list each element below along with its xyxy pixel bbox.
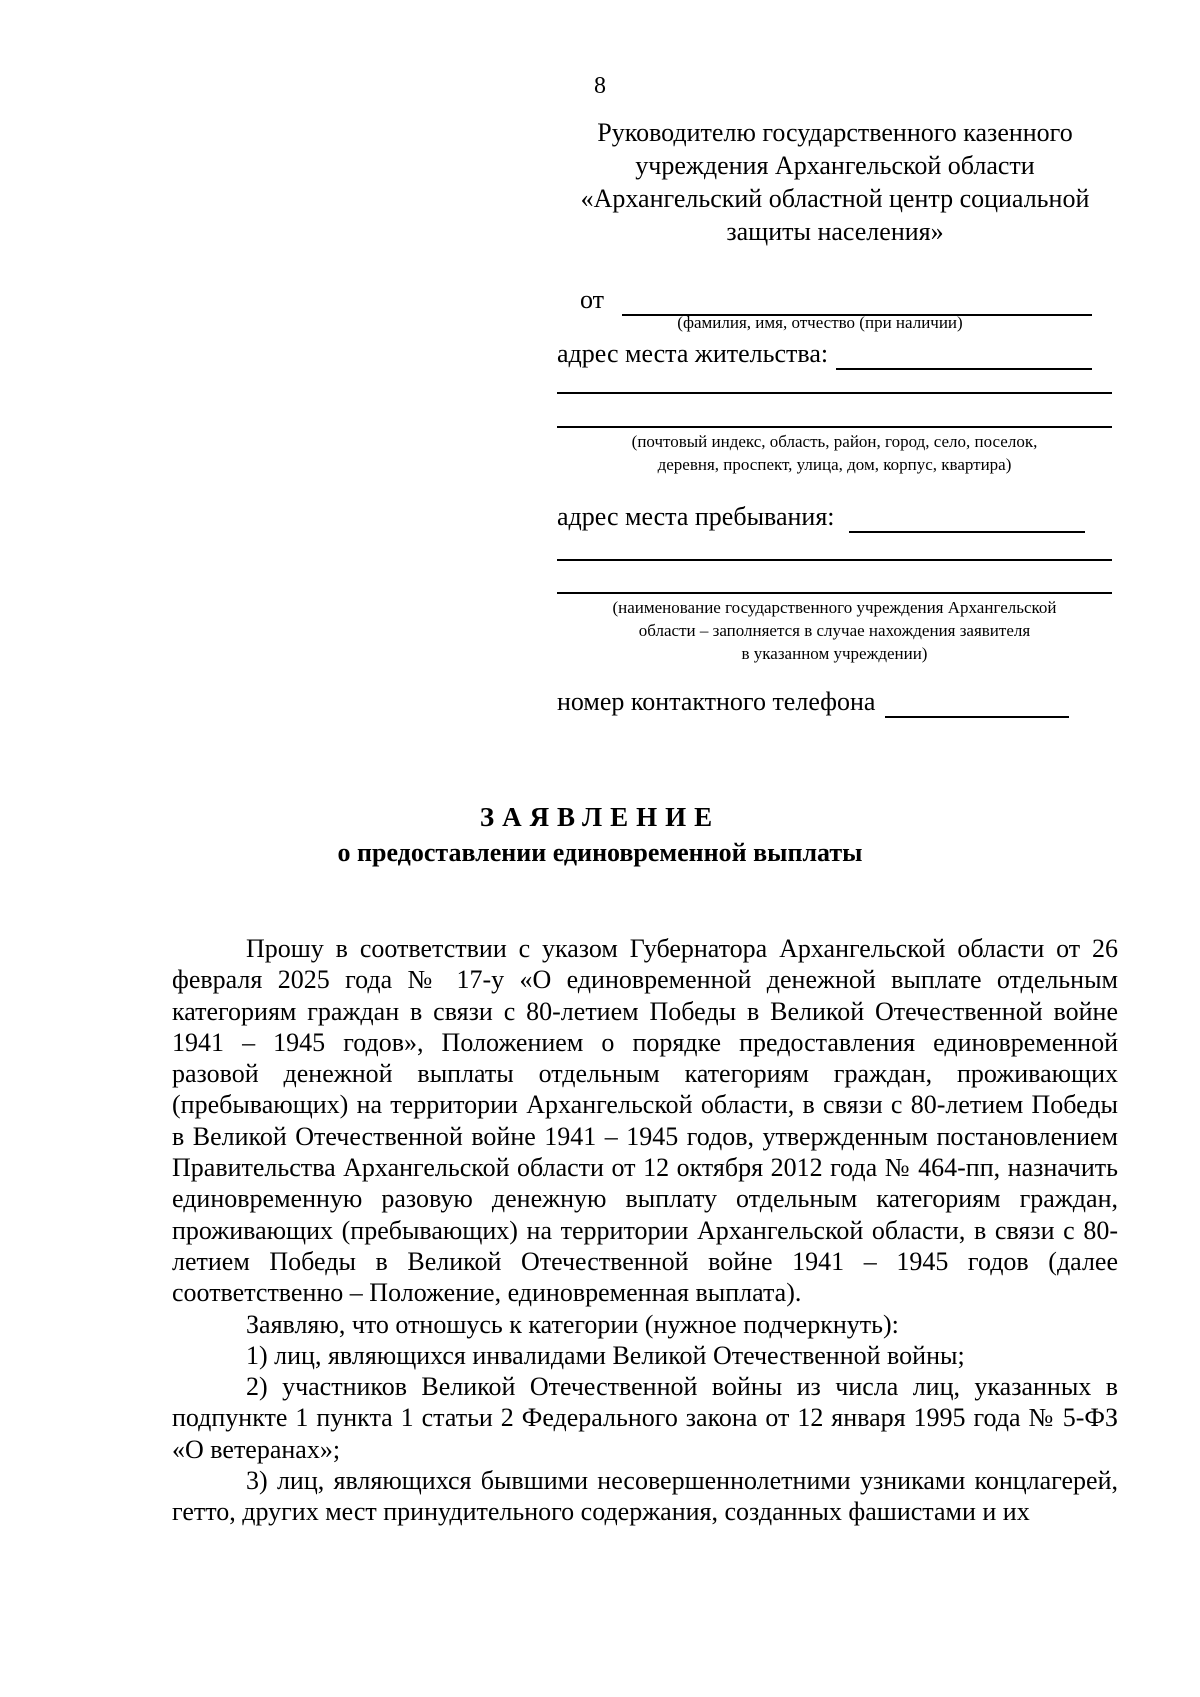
addressee-line: Руководителю государственного казенного	[597, 118, 1073, 147]
phone-label: номер контактного телефона	[557, 687, 876, 716]
addressee-line: «Архангельский областной центр социальной	[580, 184, 1090, 213]
stay-line-2[interactable]	[557, 559, 1112, 561]
residence-hint-line: деревня, проспект, улица, дом, корпус, квартира)	[657, 455, 1012, 474]
stay-hint-line: в указанном учреждении)	[741, 644, 928, 663]
residence-line-3[interactable]	[557, 426, 1112, 428]
phone-field	[557, 686, 1069, 718]
residence-hint-line: (почтовый индекс, область, район, город, село, поселок,	[631, 432, 1038, 451]
stay-hint	[557, 596, 1112, 665]
page-number: 8	[594, 73, 606, 99]
stay-line-1[interactable]	[849, 507, 1085, 533]
stay-line-3[interactable]	[557, 592, 1112, 594]
document-subtitle: о предоставлении единовременной выплаты	[337, 838, 863, 867]
category-option-3: 3) лиц, являющихся бывшими несовершеннолетними узниками концлагерей, гетто, других мест принудительного содержания, созданных фашистами и их	[172, 1466, 1118, 1527]
body-paragraph: Прошу в соответствии с указом Губернатора Архангельской области от 26 февраля 2025 года № 17-у «О единовременной денежной выплате отдельным категориям граждан в связи с 80-летием Победы в Великой Отечественной войне 1941 – 1945 годов», Положением о порядке предоставления единовременной разовой денежной выплаты отдельным категориям граждан, проживающих (пребывающих) на территории Архангельской области, в связи с 80-летием Победы в Великой Отечественной войне 1941 – 1945 годов, утвержденным постановлением Правительства Архангельской области от 12 октября 2012 года № 464-пп, назначить единовременную разовую денежную выплату отдельным категориям граждан, проживающих (пребывающих) на территории Архангельской области, в связи с 80-летием Победы в Великой Отечественной войне 1941 – 1945 годов (далее соответственно – Положение, единовременная выплата).	[172, 934, 1118, 1308]
from-hint: (фамилия, имя, отчество (при наличии)	[677, 313, 963, 332]
stay-hint-line: (наименование государственного учреждения Архангельской	[612, 598, 1057, 617]
addressee-line: учреждения Архангельской области	[635, 151, 1035, 180]
residence-label: адрес места жительства:	[557, 339, 829, 368]
from-label: от	[580, 285, 605, 314]
residence-field	[557, 338, 1092, 370]
addressee-line: защиты населения»	[726, 217, 944, 246]
residence-line-2[interactable]	[557, 392, 1112, 394]
residence-hint	[557, 430, 1112, 476]
category-option-1: 1) лиц, являющихся инвалидами Великой Отечественной войны;	[246, 1340, 965, 1370]
stay-label: адрес места пребывания:	[557, 502, 835, 531]
addressee-block	[540, 116, 1130, 248]
document-title: ЗАЯВЛЕНИЕ	[479, 802, 721, 832]
body-paragraph: Заявляю, что отношусь к категории (нужное подчеркнуть):	[246, 1309, 899, 1339]
stay-field	[557, 501, 1085, 533]
residence-line-1[interactable]	[836, 344, 1092, 370]
category-option-2: 2) участников Великой Отечественной войны из числа лиц, указанных в подпункте 1 пункта 1 статьи 2 Федерального закона от 12 января 1995 года № 5-ФЗ «О ветеранах»;	[172, 1372, 1118, 1464]
statement-body	[172, 933, 1118, 1528]
stay-hint-line: области – заполняется в случае нахождения заявителя	[638, 621, 1031, 640]
phone-line[interactable]	[885, 692, 1069, 718]
